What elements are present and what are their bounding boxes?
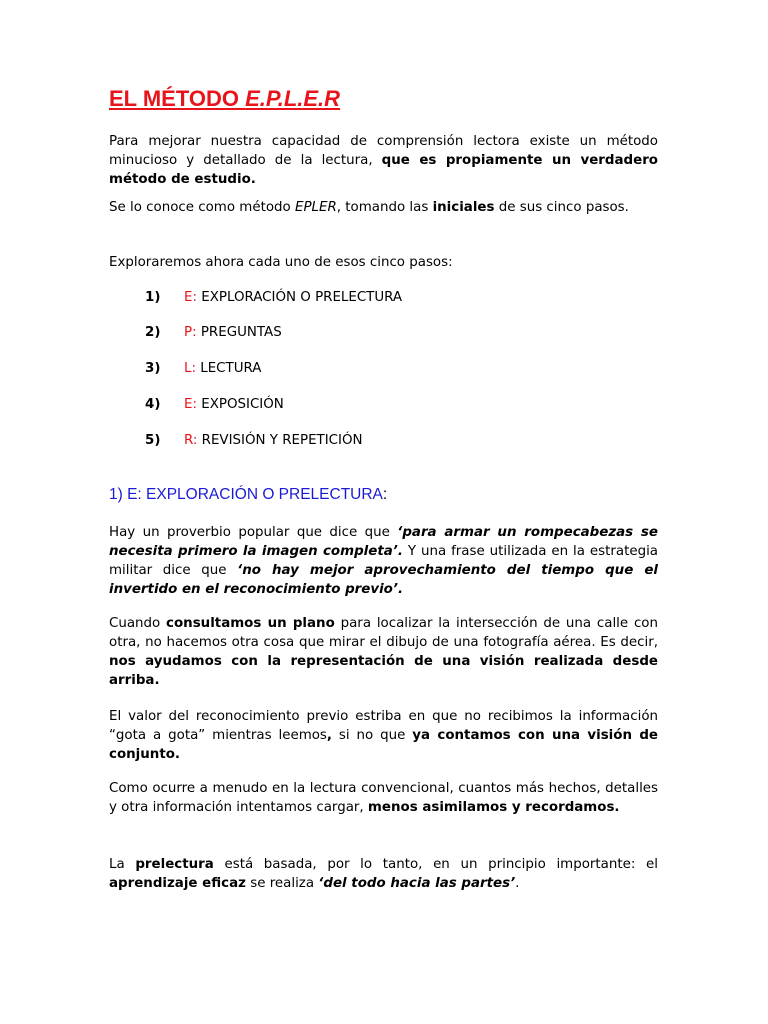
s2-bold-b: consultamos un plano xyxy=(166,616,335,631)
s5-text-c: está basada, por lo tanto, en un principio importante: el xyxy=(213,857,658,872)
step-number: 5) xyxy=(145,433,161,448)
step-number: 2) xyxy=(145,325,161,340)
s3-text-c: si no que xyxy=(332,728,413,743)
s5-text-e: se realiza xyxy=(245,876,319,891)
step-item-3 xyxy=(145,359,261,378)
intro-p2-text-e: de sus cinco pasos. xyxy=(494,200,629,215)
step-letter: L: xyxy=(184,361,196,376)
title-acronym: E.P.L.E.R xyxy=(245,86,341,111)
intro-p1-bold: que es propiamente un verdadero método de estudio. xyxy=(109,153,658,187)
s5-bold-d: aprendizaje eficaz xyxy=(109,876,246,891)
document-title xyxy=(109,86,340,112)
step-letter: P: xyxy=(184,325,197,340)
section-heading xyxy=(109,486,387,504)
section-heading-text: 1) E: EXPLORACIÓN O PRELECTURA xyxy=(109,486,383,503)
step-label: REVISIÓN Y REPETICIÓN xyxy=(201,433,363,448)
step-label: EXPLORACIÓN O PRELECTURA xyxy=(201,290,403,305)
s2-bold-d: nos ayudamos con la representación de una visión realizada desde arriba. xyxy=(109,654,658,688)
section-heading-colon: : xyxy=(382,486,388,503)
s5-period: . xyxy=(515,876,520,891)
step-label: LECTURA xyxy=(200,361,262,376)
step-label: PREGUNTAS xyxy=(200,325,282,340)
title-main: EL MÉTODO xyxy=(109,86,246,111)
s5-quote: ‘del todo hacia las partes’ xyxy=(318,876,516,891)
section-paragraph-2 xyxy=(109,614,658,690)
step-letter: E: xyxy=(184,397,197,412)
step-number: 1) xyxy=(145,290,161,305)
s4-bold-b: menos asimilamos y recordamos. xyxy=(367,800,620,815)
intro-paragraph-3: Exploraremos ahora cada uno de esos cinco pasos: xyxy=(109,255,453,270)
step-label: EXPOSICIÓN xyxy=(201,397,284,412)
s2-text-a: Cuando xyxy=(109,616,167,631)
s1-quote-1: ‘para armar un rompecabezas se necesita primero la imagen completa’. xyxy=(109,525,658,559)
intro-p2-iniciales: iniciales xyxy=(432,200,495,215)
s1-text-c: Y una frase utilizada en la estrategia militar dice que xyxy=(109,544,658,578)
intro-p1-text: Para mejorar nuestra capacidad de comprensión lectora existe un método minucioso y detallado de la lectura, xyxy=(109,134,658,168)
s5-bold-b: prelectura xyxy=(135,857,214,872)
step-letter: R: xyxy=(184,433,198,448)
section-paragraph-3 xyxy=(109,707,658,764)
step-number: 4) xyxy=(145,397,161,412)
intro-p2-text-a: Se lo conoce como método xyxy=(109,200,295,215)
step-item-2 xyxy=(145,323,282,342)
step-item-1 xyxy=(145,288,402,307)
s5-text-a: La xyxy=(109,857,136,872)
intro-paragraph-1 xyxy=(109,132,658,189)
s3-bold-d: ya contamos con una visión de conjunto. xyxy=(109,728,658,762)
s3-text-a: El valor del reconocimiento previo estriba en que no recibimos la información “gota a gota” mientras leemos xyxy=(109,709,658,743)
step-item-5 xyxy=(145,431,363,450)
s3-comma: , xyxy=(326,728,332,743)
intro-p2-text-c: , tomando las xyxy=(336,200,433,215)
s4-text-a: Como ocurre a menudo en la lectura convencional, cuantos más hechos, detalles y otra información intentamos cargar, xyxy=(109,781,658,815)
step-number: 3) xyxy=(145,361,161,376)
s1-quote-2: ‘no hay mejor aprovechamiento del tiempo que el invertido en el reconocimiento previo’. xyxy=(109,563,658,597)
s2-text-c: para localizar la intersección de una calle con otra, no hacemos otra cosa que mirar el dibujo de una fotografía aérea. Es decir, xyxy=(109,616,658,650)
s1-text-a: Hay un proverbio popular que dice que xyxy=(109,525,398,540)
step-letter: E: xyxy=(184,290,197,305)
section-paragraph-4 xyxy=(109,779,658,817)
intro-p2-epler: EPLER xyxy=(294,200,337,215)
intro-paragraph-2 xyxy=(109,198,658,217)
section-paragraph-1 xyxy=(109,523,658,599)
step-item-4 xyxy=(145,395,284,414)
section-paragraph-5 xyxy=(109,855,658,893)
